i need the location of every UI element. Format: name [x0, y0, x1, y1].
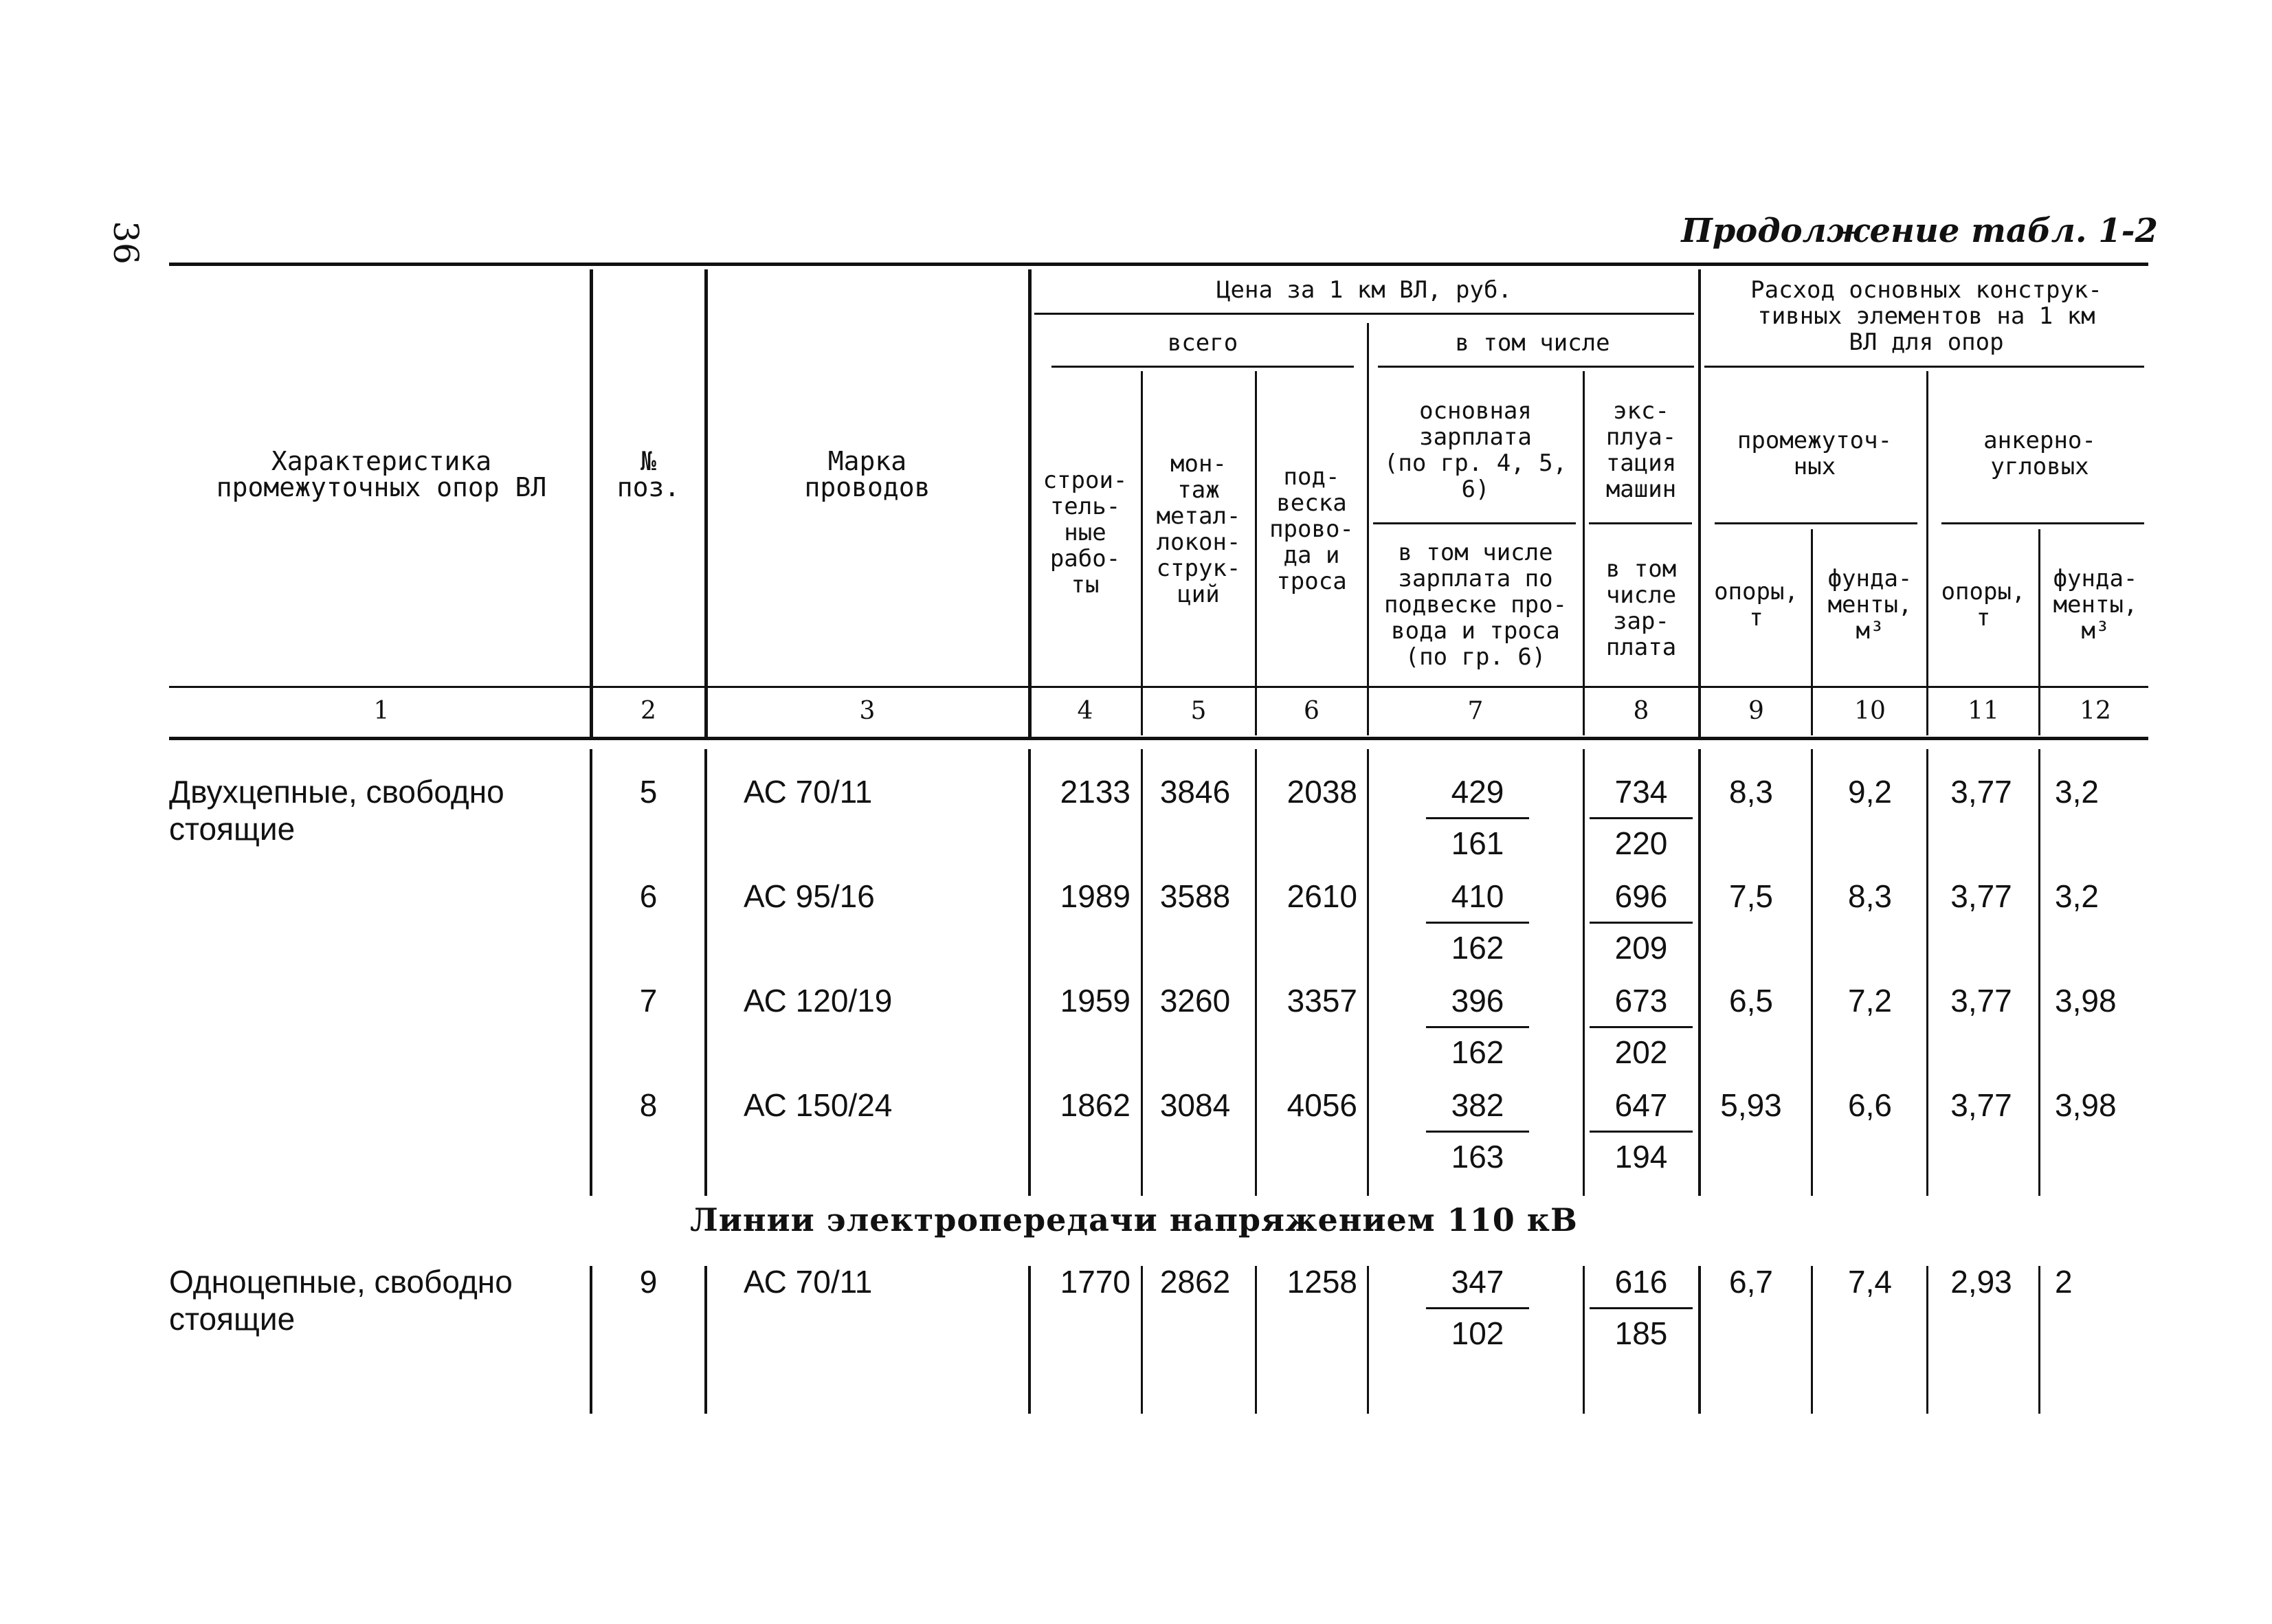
cell-c8-top: 673 [1614, 983, 1668, 1019]
cell-c8-top: 696 [1614, 878, 1668, 914]
cell-c5: 3084 [1159, 1087, 1231, 1123]
cell-c10: 8,3 [1848, 878, 1892, 914]
cell-c8-bottom: 194 [1614, 1139, 1668, 1175]
cell-c11: 3,77 [1950, 1087, 2012, 1123]
cell-c8-top: 647 [1614, 1087, 1668, 1123]
col-number-7: 7 [1467, 697, 1484, 725]
header-total: всего [1167, 329, 1238, 357]
cell-c7-bottom: 161 [1451, 825, 1504, 861]
cell-c12: 3,98 [2055, 1087, 2117, 1123]
cell-c4: 1862 [1060, 1087, 1131, 1123]
header-characteristic: Характеристика промежуточных опор ВЛ [216, 446, 547, 502]
cell-c10: 7,4 [1848, 1264, 1892, 1300]
cell-c10: 7,2 [1848, 983, 1892, 1019]
col-number-12: 12 [2080, 697, 2111, 725]
cell-c7-bottom: 162 [1451, 930, 1504, 966]
header-suspension: под- веска прово- да и троса [1269, 463, 1354, 595]
cell-c8-bottom: 185 [1614, 1315, 1668, 1351]
cell-c6: 1258 [1287, 1264, 1357, 1300]
cell-c11: 3,77 [1950, 983, 2012, 1019]
cell-c6: 4056 [1287, 1087, 1357, 1123]
col-number-9: 9 [1748, 697, 1764, 725]
cell-c11: 3,77 [1950, 774, 2012, 810]
cell-c8-top: 734 [1614, 774, 1668, 810]
header-mounting: мон- таж метал- локон- струк- ций [1156, 450, 1241, 608]
cell-wire: АС 150/24 [744, 1087, 893, 1123]
cell-c6: 2610 [1287, 878, 1357, 914]
col-number-4: 4 [1077, 697, 1093, 725]
header-construction: строи- тель- ные рабо- ты [1043, 467, 1128, 599]
header-foundations-m3: фунда- менты, м³ [1827, 565, 1913, 645]
cell-c8-bottom: 209 [1614, 930, 1668, 966]
header-salary: основная зарплата (по гр. 4, 5, 6) [1383, 397, 1568, 503]
col-number-3: 3 [859, 697, 876, 725]
header-foundations-m3-2: фунда- менты, м³ [2053, 565, 2138, 645]
cell-c12: 3,2 [2055, 878, 2099, 914]
cell-c7-top: 396 [1451, 983, 1504, 1019]
fraction-line [1590, 922, 1693, 924]
cell-c12: 3,98 [2055, 983, 2117, 1019]
cell-c12: 2 [2055, 1264, 2073, 1300]
cell-c7-bottom: 102 [1451, 1315, 1504, 1351]
cell-c6: 2038 [1287, 774, 1357, 810]
col-number-10: 10 [1854, 697, 1886, 725]
header-anchor: анкерно- угловых [1983, 427, 2096, 480]
cell-c5: 3260 [1159, 983, 1231, 1019]
cell-wire: АС 70/11 [744, 774, 873, 810]
cell-pos: 6 [639, 878, 658, 914]
header-supports-t: опоры, т [1714, 578, 1798, 632]
fraction-line [1426, 1026, 1529, 1028]
col-number-5: 5 [1190, 697, 1207, 725]
col-number-1: 1 [373, 697, 390, 725]
cell-c7-top: 382 [1451, 1087, 1504, 1123]
fraction-line [1590, 1026, 1693, 1028]
cell-wire: АС 120/19 [744, 983, 893, 1019]
page-number: 36 [106, 221, 146, 265]
cell-c7-top: 410 [1451, 878, 1504, 914]
header-salary-sub: в том числе зарплата по подвеске про- вода и троса (по гр. 6) [1383, 539, 1568, 671]
cell-c4: 1770 [1060, 1264, 1131, 1300]
cell-c7-top: 347 [1451, 1264, 1504, 1300]
section-title: Линии электропередачи напряжением 110 кВ [690, 1201, 1578, 1238]
cell-c4: 1959 [1060, 983, 1131, 1019]
cell-c5: 2862 [1159, 1264, 1231, 1300]
cell-c9: 7,5 [1729, 878, 1773, 914]
header-supports-t2: опоры, т [1941, 578, 2026, 632]
header-machines: экс- плуа- тация машин [1605, 397, 1677, 503]
group2-characteristic: Одноцепные, свободно стоящие [169, 1264, 513, 1337]
cell-c10: 6,6 [1848, 1087, 1892, 1123]
header-including: в том числе [1455, 329, 1610, 357]
col-number-11: 11 [1968, 697, 1999, 725]
cell-c10: 9,2 [1848, 774, 1892, 810]
cell-c5: 3588 [1159, 878, 1231, 914]
cell-pos: 8 [639, 1087, 658, 1123]
col-number-6: 6 [1304, 697, 1319, 725]
cell-pos: 9 [639, 1264, 658, 1300]
cell-c8-top: 616 [1614, 1264, 1668, 1300]
fraction-line [1590, 817, 1693, 819]
header-intermediate: промежуточ- ных [1737, 427, 1893, 480]
fraction-line [1590, 1131, 1693, 1133]
cell-pos: 5 [639, 774, 658, 810]
cell-c4: 2133 [1060, 774, 1131, 810]
cell-c11: 2,93 [1950, 1264, 2012, 1300]
cell-c4: 1989 [1060, 878, 1131, 914]
header-pos: № поз. [616, 446, 680, 502]
group1-characteristic: Двухцепные, свободно стоящие [169, 774, 504, 847]
cell-c8-bottom: 202 [1614, 1034, 1668, 1070]
cell-c5: 3846 [1159, 774, 1231, 810]
cell-c7-bottom: 162 [1451, 1034, 1504, 1070]
fraction-line [1426, 817, 1529, 819]
cell-wire: АС 95/16 [744, 878, 875, 914]
cell-c8-bottom: 220 [1614, 825, 1668, 861]
cell-c9: 5,93 [1720, 1087, 1782, 1123]
header-consumption: Расход основных конструк- тивных элементов на 1 км ВЛ для опор [1750, 276, 2102, 356]
fraction-line [1426, 922, 1529, 924]
cell-c7-top: 429 [1451, 774, 1504, 810]
cell-c9: 6,7 [1729, 1264, 1773, 1300]
cell-pos: 7 [639, 983, 658, 1019]
header-machines-sub: в том числе зар- плата [1605, 555, 1677, 661]
cell-c12: 3,2 [2055, 774, 2099, 810]
fraction-line [1426, 1131, 1529, 1133]
col-number-2: 2 [641, 697, 656, 725]
fraction-line [1426, 1307, 1529, 1309]
cell-c11: 3,77 [1950, 878, 2012, 914]
cell-c6: 3357 [1287, 983, 1357, 1019]
header-wire: Марка проводов [804, 446, 931, 502]
table-caption: Продолжение табл. 1-2 [1681, 212, 2158, 250]
cell-c7-bottom: 163 [1451, 1139, 1504, 1175]
cell-wire: АС 70/11 [744, 1264, 873, 1300]
fraction-line [1590, 1307, 1693, 1309]
col-number-8: 8 [1633, 697, 1649, 725]
cell-c9: 6,5 [1729, 983, 1773, 1019]
header-price-group: Цена за 1 км ВЛ, руб. [1216, 276, 1512, 304]
top-rule [169, 263, 2148, 266]
cell-c9: 8,3 [1729, 774, 1773, 810]
